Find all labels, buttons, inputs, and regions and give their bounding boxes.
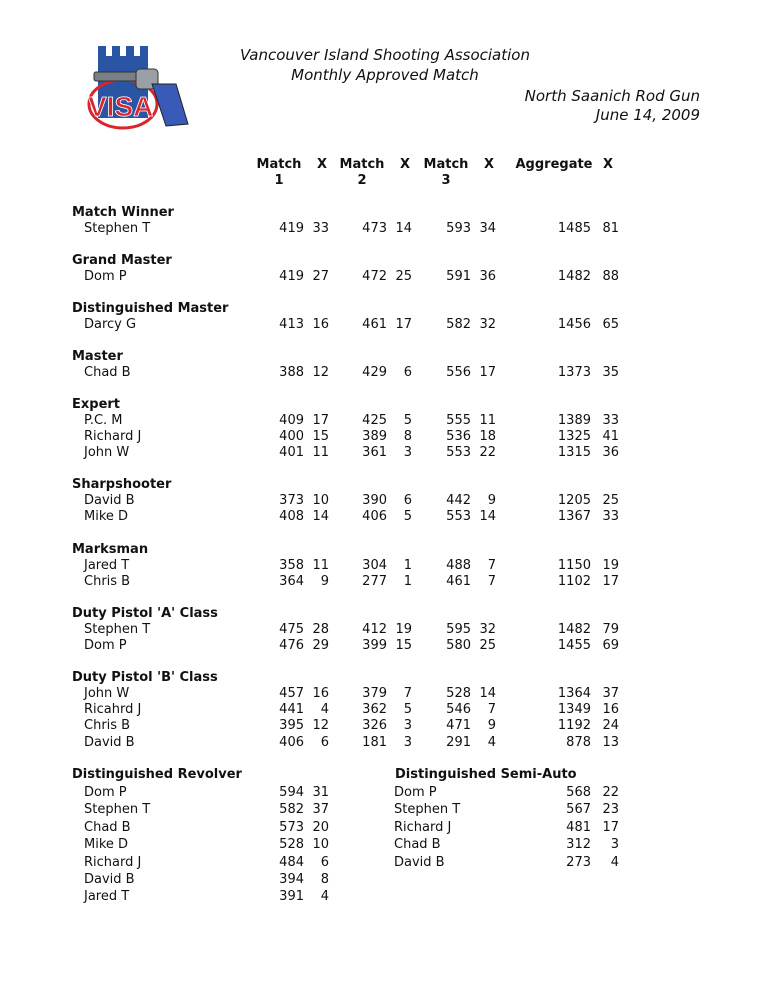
score-xa: 69: [602, 638, 619, 654]
competitor-name: Chad B: [394, 837, 441, 853]
score-x1: 12: [312, 718, 329, 734]
score-m2: 181: [362, 734, 387, 750]
score-m2: 277: [362, 574, 387, 590]
competitor-name: Richard J: [84, 429, 142, 445]
score-x1: 15: [312, 429, 329, 445]
col-match3-header: Match 3: [423, 157, 469, 188]
category-title: Sharpshooter: [72, 477, 172, 492]
competitor-name: John W: [84, 445, 130, 461]
score-x2: 5: [403, 413, 412, 428]
col-x3-header: X: [483, 157, 495, 172]
competitor-name: Dom P: [84, 269, 127, 284]
score-m3: 553: [446, 445, 471, 461]
score-xa: 79: [602, 622, 619, 637]
category-title: Duty Pistol 'A' Class: [72, 606, 218, 621]
competitor-name: Chris B: [84, 574, 131, 590]
revolver-score: 582: [279, 802, 304, 818]
org-title: Vancouver Island Shooting Association: [239, 46, 530, 64]
score-m3: 595: [446, 622, 471, 637]
revolver-score: 594: [279, 785, 304, 800]
score-agg: 1315: [557, 445, 591, 461]
revolver-x: 8: [320, 872, 329, 887]
semiauto-score: 312: [566, 837, 591, 853]
score-xa: 36: [602, 445, 619, 461]
score-agg: 1102: [557, 574, 591, 590]
score-x3: 25: [479, 638, 496, 654]
score-agg: 1205: [557, 493, 591, 508]
score-agg: 878: [566, 734, 591, 750]
competitor-name: Dom P: [84, 638, 127, 654]
semiauto-x: 23: [602, 802, 619, 818]
score-m1: 476: [279, 638, 304, 654]
col-x1-header: X: [316, 157, 328, 172]
score-agg: 1455: [557, 638, 591, 654]
score-m2: 326: [362, 718, 387, 734]
score-x1: 14: [312, 509, 329, 525]
score-m3: 593: [446, 221, 471, 236]
competitor-name: David B: [84, 872, 135, 887]
category-title: Master: [72, 349, 123, 364]
score-m1: 373: [279, 493, 304, 508]
competitor-name: Stephen T: [84, 802, 151, 818]
score-m2: 399: [362, 638, 387, 654]
score-m1: 406: [279, 734, 304, 750]
score-m2: 361: [362, 445, 387, 461]
score-x2: 6: [403, 365, 412, 380]
score-x1: 12: [312, 365, 329, 380]
score-m1: 419: [279, 221, 304, 236]
score-x3: 36: [479, 269, 496, 284]
category-title: Grand Master: [72, 253, 172, 268]
competitor-name: Chris B: [84, 718, 131, 734]
score-m1: 364: [279, 574, 304, 590]
category-title: Expert: [72, 397, 121, 412]
competitor-name: David B: [84, 493, 135, 508]
score-agg: 1482: [557, 622, 591, 637]
score-m1: 408: [279, 509, 304, 525]
revolver-x: 31: [312, 785, 329, 800]
score-x3: 32: [479, 622, 496, 637]
score-x2: 3: [403, 718, 412, 734]
competitor-name: Chad B: [84, 365, 131, 380]
col-x2-header: X: [399, 157, 411, 172]
revolver-score: 391: [279, 889, 304, 905]
score-x3: 14: [479, 509, 496, 525]
competitor-name: Mike D: [84, 837, 129, 853]
score-x1: 16: [312, 317, 329, 332]
event-title: Monthly Approved Match: [291, 66, 479, 84]
col-match2-header: Match 2: [339, 157, 385, 188]
competitor-name: Ricahrd J: [84, 702, 142, 718]
score-agg: 1364: [557, 686, 591, 701]
score-x2: 1: [403, 558, 412, 573]
score-x2: 1: [403, 574, 412, 590]
score-x1: 6: [320, 734, 329, 750]
competitor-name: Stephen T: [394, 802, 461, 818]
score-x2: 25: [395, 269, 412, 284]
score-x2: 6: [403, 493, 412, 508]
revolver-title: Distinguished Revolver: [72, 767, 242, 782]
score-x1: 27: [312, 269, 329, 284]
score-m1: 475: [279, 622, 304, 637]
competitor-name: Stephen T: [84, 221, 151, 236]
score-m3: 536: [446, 429, 471, 445]
score-xa: 13: [602, 734, 619, 750]
score-m3: 488: [446, 558, 471, 573]
score-x3: 7: [487, 702, 496, 718]
revolver-score: 394: [279, 872, 304, 887]
score-m1: 400: [279, 429, 304, 445]
score-m1: 413: [279, 317, 304, 332]
score-x1: 11: [312, 445, 329, 461]
score-agg: 1349: [557, 702, 591, 718]
col-aggregate-header: Aggregate: [515, 157, 593, 172]
score-x1: 9: [320, 574, 329, 590]
competitor-name: David B: [84, 734, 135, 750]
semiauto-x: 4: [610, 854, 619, 870]
category-title: Distinguished Master: [72, 301, 229, 316]
date-text: June 14, 2009: [595, 106, 700, 124]
score-x1: 4: [320, 702, 329, 718]
score-m3: 580: [446, 638, 471, 654]
score-m2: 389: [362, 429, 387, 445]
score-m3: 471: [446, 718, 471, 734]
score-xa: 37: [602, 686, 619, 701]
score-agg: 1325: [557, 429, 591, 445]
score-x2: 3: [403, 734, 412, 750]
score-m2: 304: [362, 558, 387, 573]
revolver-x: 37: [312, 802, 329, 818]
score-xa: 81: [602, 221, 619, 236]
score-x2: 14: [395, 221, 412, 236]
score-xa: 19: [602, 558, 619, 573]
competitor-name: Richard J: [84, 854, 142, 870]
semiauto-score: 273: [566, 854, 591, 870]
score-xa: 41: [602, 429, 619, 445]
score-xa: 33: [602, 413, 619, 428]
score-m3: 556: [446, 365, 471, 380]
score-xa: 33: [602, 509, 619, 525]
score-xa: 65: [602, 317, 619, 332]
score-agg: 1192: [557, 718, 591, 734]
score-m2: 390: [362, 493, 387, 508]
score-agg: 1456: [557, 317, 591, 332]
score-m2: 461: [362, 317, 387, 332]
score-m1: 419: [279, 269, 304, 284]
semiauto-x: 22: [602, 785, 619, 800]
score-m1: 409: [279, 413, 304, 428]
score-xa: 16: [602, 702, 619, 718]
score-m2: 379: [362, 686, 387, 701]
score-x2: 8: [403, 429, 412, 445]
score-m2: 362: [362, 702, 387, 718]
score-x3: 7: [487, 558, 496, 573]
score-x1: 29: [312, 638, 329, 654]
score-xa: 17: [602, 574, 619, 590]
score-m3: 582: [446, 317, 471, 332]
competitor-name: Chad B: [84, 819, 131, 835]
logo-text: VISA: [88, 91, 154, 122]
revolver-x: 4: [320, 889, 329, 905]
score-m2: 429: [362, 365, 387, 380]
score-m3: 291: [446, 734, 471, 750]
score-agg: 1482: [557, 269, 591, 284]
score-m2: 412: [362, 622, 387, 637]
score-m1: 358: [279, 558, 304, 573]
score-x3: 18: [479, 429, 496, 445]
competitor-name: Jared T: [84, 558, 130, 573]
score-agg: 1367: [557, 509, 591, 525]
score-x3: 34: [479, 221, 496, 236]
score-m2: 473: [362, 221, 387, 236]
score-x2: 5: [403, 509, 412, 525]
semiauto-score: 568: [566, 785, 591, 800]
score-xa: 35: [602, 365, 619, 380]
score-x3: 9: [487, 718, 496, 734]
score-m2: 425: [362, 413, 387, 428]
score-x2: 5: [403, 702, 412, 718]
score-x1: 28: [312, 622, 329, 637]
competitor-name: Darcy G: [84, 317, 137, 332]
revolver-score: 484: [279, 854, 304, 870]
score-xa: 24: [602, 718, 619, 734]
competitor-name: John W: [84, 686, 130, 701]
score-x3: 32: [479, 317, 496, 332]
competitor-name: Richard J: [394, 819, 452, 835]
score-x3: 22: [479, 445, 496, 461]
score-m1: 441: [279, 702, 304, 718]
revolver-x: 6: [320, 854, 329, 870]
score-x2: 3: [403, 445, 412, 461]
revolver-score: 528: [279, 837, 304, 853]
score-x3: 7: [487, 574, 496, 590]
score-m3: 553: [446, 509, 471, 525]
score-m1: 401: [279, 445, 304, 461]
location-text: North Saanich Rod Gun: [524, 87, 700, 105]
revolver-score: 573: [279, 819, 304, 835]
semiauto-x: 17: [602, 819, 619, 835]
competitor-name: Dom P: [84, 785, 127, 800]
revolver-x: 20: [312, 819, 329, 835]
semiauto-score: 567: [566, 802, 591, 818]
score-x2: 19: [395, 622, 412, 637]
score-m2: 406: [362, 509, 387, 525]
score-agg: 1150: [557, 558, 591, 573]
score-xa: 25: [602, 493, 619, 508]
score-m3: 442: [446, 493, 471, 508]
score-m3: 546: [446, 702, 471, 718]
score-x2: 17: [395, 317, 412, 332]
score-m3: 591: [446, 269, 471, 284]
score-m1: 395: [279, 718, 304, 734]
score-x1: 33: [312, 221, 329, 236]
score-m1: 388: [279, 365, 304, 380]
score-x1: 11: [312, 558, 329, 573]
score-xa: 88: [602, 269, 619, 284]
competitor-name: Mike D: [84, 509, 129, 525]
score-x3: 17: [479, 365, 496, 380]
competitor-name: P.C. M: [84, 413, 123, 428]
score-agg: 1373: [557, 365, 591, 380]
score-x2: 15: [395, 638, 412, 654]
category-title: Duty Pistol 'B' Class: [72, 670, 218, 685]
competitor-name: Stephen T: [84, 622, 151, 637]
score-m2: 472: [362, 269, 387, 284]
competitor-name: David B: [394, 854, 445, 870]
score-m3: 555: [446, 413, 471, 428]
score-x3: 4: [487, 734, 496, 750]
visa-logo: [80, 44, 192, 130]
revolver-x: 10: [312, 837, 329, 853]
category-title: Match Winner: [72, 205, 174, 220]
score-x2: 7: [403, 686, 412, 701]
col-match1-header: Match 1: [256, 157, 302, 188]
semiauto-x: 3: [610, 837, 619, 853]
score-agg: 1485: [557, 221, 591, 236]
score-m3: 528: [446, 686, 471, 701]
semiauto-title: Distinguished Semi-Auto: [395, 767, 577, 782]
score-x3: 9: [487, 493, 496, 508]
score-agg: 1389: [557, 413, 591, 428]
score-x1: 10: [312, 493, 329, 508]
score-x1: 16: [312, 686, 329, 701]
score-m1: 457: [279, 686, 304, 701]
semiauto-score: 481: [566, 819, 591, 835]
category-title: Marksman: [72, 542, 149, 557]
score-x3: 11: [479, 413, 496, 428]
col-xagg-header: X: [602, 157, 614, 172]
score-x3: 14: [479, 686, 496, 701]
competitor-name: Jared T: [84, 889, 130, 905]
competitor-name: Dom P: [394, 785, 437, 800]
score-m3: 461: [446, 574, 471, 590]
score-x1: 17: [312, 413, 329, 428]
